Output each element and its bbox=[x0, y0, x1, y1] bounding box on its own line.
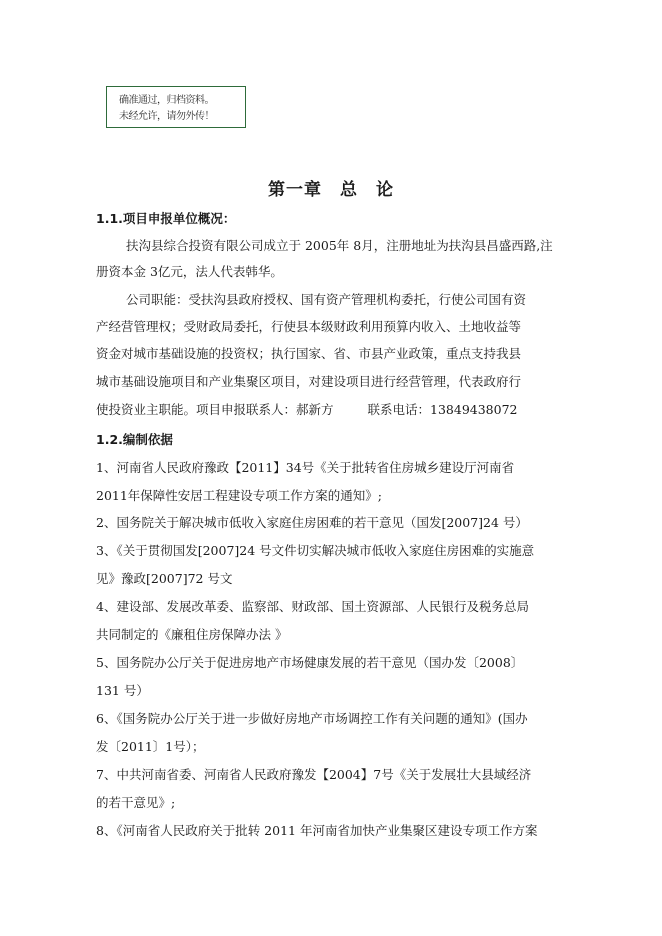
basis-item-6-line-2: 发〔2011〕1号）； bbox=[96, 739, 205, 754]
paragraph-2-line-3: 资金对城市基础设施的投资权；执行国家、省、市县产业政策，重点支持我县 bbox=[96, 346, 522, 361]
contact-phone: 联系电话：13849438072 bbox=[367, 402, 518, 417]
basis-item-4-line-2: 共同制定的《廉租住房保障办法 》 bbox=[96, 627, 288, 642]
basis-item-5-line-1: 5、国务院办公厅关于促进房地产市场健康发展的若干意见（国办发〔2008〕 bbox=[96, 655, 524, 670]
paragraph-1-line-1: 扶沟县综合投资有限公司成立于 2005年 8月，注册地址为扶沟县昌盛西路,注 bbox=[126, 238, 553, 253]
basis-item-7-line-2: 的若干意见》; bbox=[96, 795, 176, 810]
basis-item-6-line-1: 6、《国务院办公厅关于进一步做好房地产市场调控工作有关问题的通知》(国办 bbox=[96, 711, 528, 726]
basis-item-1-line-2: 2011年保障性安居工程建设专项工作方案的通知》; bbox=[96, 488, 383, 503]
section-1-heading: 1.1.项目申报单位概况： bbox=[96, 211, 236, 226]
stamp-line-1: 确准通过，归档资料。 bbox=[119, 95, 214, 106]
paragraph-2-line-2: 产经营管理权；受财政局委托，行使县本级财政利用预算内收入、土地收益等 bbox=[96, 319, 522, 334]
basis-item-3-line-2: 见》豫政[2007]72 号文 bbox=[96, 571, 233, 586]
stamp-line-2: 未经允许，请勿外传！ bbox=[119, 111, 214, 122]
approval-stamp bbox=[106, 86, 246, 128]
basis-item-1-line-1: 1、河南省人民政府豫政【2011】34号《关于批转省住房城乡建设厅河南省 bbox=[96, 460, 515, 475]
basis-item-3-line-1: 3、《关于贯彻国发[2007]24 号文件切实解决城市低收入家庭住房困难的实施意 bbox=[96, 543, 535, 558]
chapter-label: 第一章 bbox=[268, 180, 322, 200]
basis-item-4-line-1: 4、建设部、发展改革委、监察部、财政部、国土资源部、人民银行及税务总局 bbox=[96, 599, 529, 614]
chapter-title bbox=[0, 175, 662, 200]
basis-item-8-line-1: 8、《河南省人民政府关于批转 2011 年河南省加快产业集聚区建设专项工作方案 bbox=[96, 823, 538, 838]
chapter-title-part-2: 论 bbox=[376, 180, 394, 200]
paragraph-2-line-4: 城市基础设施项目和产业集聚区项目，对建设项目进行经营管理，代表政府行 bbox=[96, 374, 522, 389]
section-2-heading: 1.2.编制依据 bbox=[96, 432, 173, 447]
paragraph-1-line-2: 册资本金 3亿元，法人代表韩华。 bbox=[96, 264, 283, 279]
contact-person: 使投资业主职能。项目申报联系人：郝新方 bbox=[96, 402, 334, 417]
paragraph-2-line-1: 公司职能：受扶沟县政府授权、国有资产管理机构委托，行使公司国有资 bbox=[126, 292, 527, 307]
basis-item-7-line-1: 7、中共河南省委、河南省人民政府豫发【2004】7号《关于发展壮大县域经济 bbox=[96, 767, 532, 782]
chapter-title-part-1: 总 bbox=[340, 180, 358, 200]
paragraph-2-line-5 bbox=[96, 402, 518, 418]
basis-item-2-line-1: 2、国务院关于解决城市低收入家庭住房困难的若干意见（国发[2007]24 号） bbox=[96, 515, 528, 530]
basis-item-5-line-2: 131 号） bbox=[96, 683, 149, 698]
